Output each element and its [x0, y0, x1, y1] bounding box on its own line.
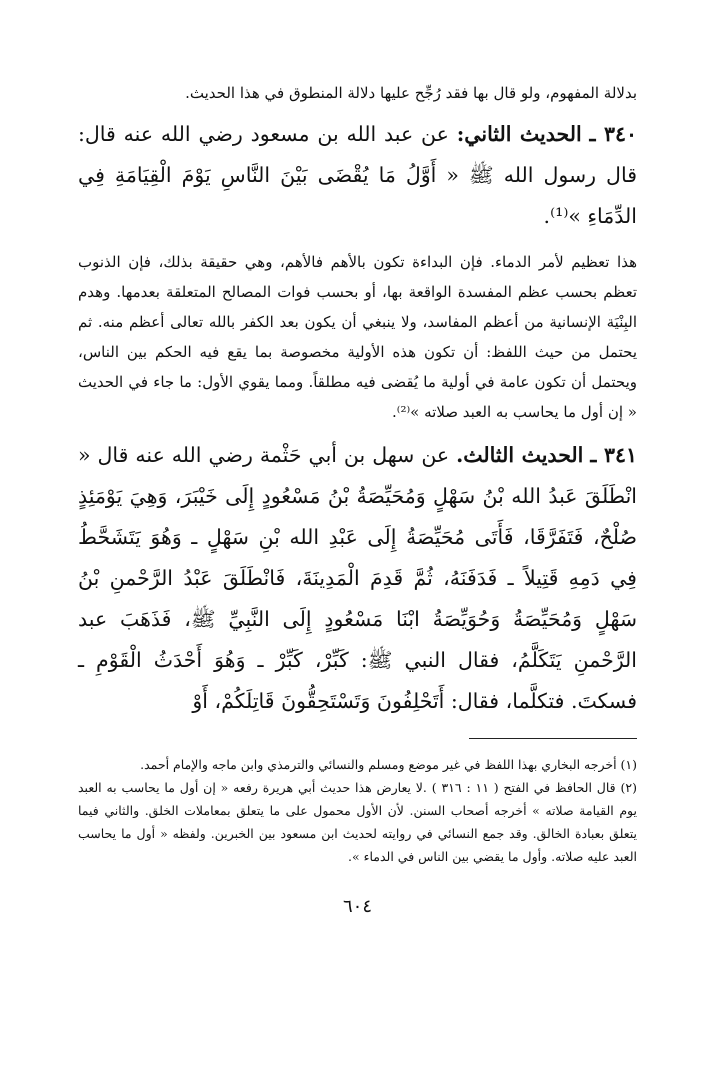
commentary-340-paragraph: هذا تعظيم لأمر الدماء. فإن البداءة تكون بالأهم فالأهم، وهي حقيقة بذلك، فإن الذنوب تعظم بحسب عظم المفسدة الواقعة بها، أو بحسب فوات المصالح المتعلقة بعدمها. وهدم البِنْيَة الإنسانية من أعظم المفاسد، ولا ينبغي أن يكون بعد الكفر بالله تعالى أعظم منه. ثم يحتمل من حيث اللفظ: أن تكون هذه الأولية مخصوصة بما يقع فيه الحكم بين الناس، ويحتمل أن تكون عامة في أولية ما يُقضى فيه مطلقاً. ومما يقوي الأول: ما جاء في الحديث « إن أول ما يحاسب به العبد صلاته »⁽²⁾.: [78, 253, 637, 421]
footnote-2: (٢) قال الحافظ في الفتح ( ١١ : ٣١٦ ) .لا يعارض هذا حديث أبي هريرة رفعه « إن أول ما يحاسب به العبد يوم القيامة صلاته » أخرجه أصحاب السنن. لأن الأول محمول على ما يتعلق بمعاملات الخلق. والثاني فيما يتعلق بعبادة الخالق. وقد جمع النسائي في روايته لحديث ابن مسعود بين الخبرين. ولفظه « أول ما يحاسب العبد عليه صلاته. وأول ما يقضي بين الناس في الدماء ».: [78, 780, 637, 864]
hadith-340-block: [78, 114, 637, 237]
hadith-340-number: ٣٤٠ ـ: [589, 122, 637, 146]
intro-paragraph: بدلالة المفهوم، ولو قال بها فقد رُجِّح عليها دلالة المنطوق في هذا الحديث.: [185, 84, 637, 102]
hadith-341-number: ٣٤١ ـ: [590, 443, 637, 467]
footnote-1: (١) أخرجه البخاري بهذا اللفظ في غير موضع ومسلم والنسائي والترمذي وابن ماجه والإمام أحمد.: [140, 757, 637, 772]
page-number: ٦٠٤: [342, 896, 372, 917]
hadith-341-label: الحديث الثالث.: [456, 443, 584, 467]
document-page: [78, 78, 637, 1054]
footnote-separator: [469, 738, 637, 739]
hadith-340-label: الحديث الثاني:: [456, 122, 582, 146]
hadith-340-text: عن عبد الله بن مسعود رضي الله عنه قال: قال رسول الله ﷺ « أَوَّلُ مَا يُقْضَى بَيْنَ النَّاسِ يَوْمَ الْقِيَامَةِ فِي الدِّمَاءِ »⁽¹⁾.: [78, 122, 637, 228]
footnotes: [78, 753, 637, 868]
hadith-341-text: عن سهل بن أبي حَثْمة رضي الله عنه قال « انْطَلَقَ عَبدُ الله بْنُ سَهْلٍ وَمُحَيِّصَةُ بْنُ مَسْعُودٍ إِلَى خَيْبَرَ، وَهِيَ يَوْمَئِذٍ صُلْحٌ، فَتَفَرَّقَا، فَأَتَى مُحَيِّصَةُ إِلَى عَبْدِ الله بْنِ سَهْلٍ ـ وَهُوَ يَتَشَحَّطُ فِي دَمِهِ قَتِيلاً ـ فَدَفَنَهُ، ثُمَّ قَدِمَ الْمَدِينَةَ، فَانْطَلَقَ عَبْدُ الرَّحْمنِ بْنُ سَهْلٍ وَمُحَيِّصَةُ وَحُوَيِّصَةُ ابْنَا مَسْعُودٍ إِلَى النَّبِيِّ ﷺ، فَذَهَبَ عبد الرَّحْمنِ يَتَكَلَّمُ، فقال النبي ﷺ: كَبِّرْ، كَبِّرْ ـ وَهُوَ أَحْدَثُ الْقَوْمِ ـ فسكتَ. فتكلَّما، فقال: أَتَحْلِفُونَ وَتَسْتَحِقُّونَ قَاتِلَكُمْ، أَوْ: [78, 443, 637, 713]
hadith-341-block: [78, 435, 637, 722]
